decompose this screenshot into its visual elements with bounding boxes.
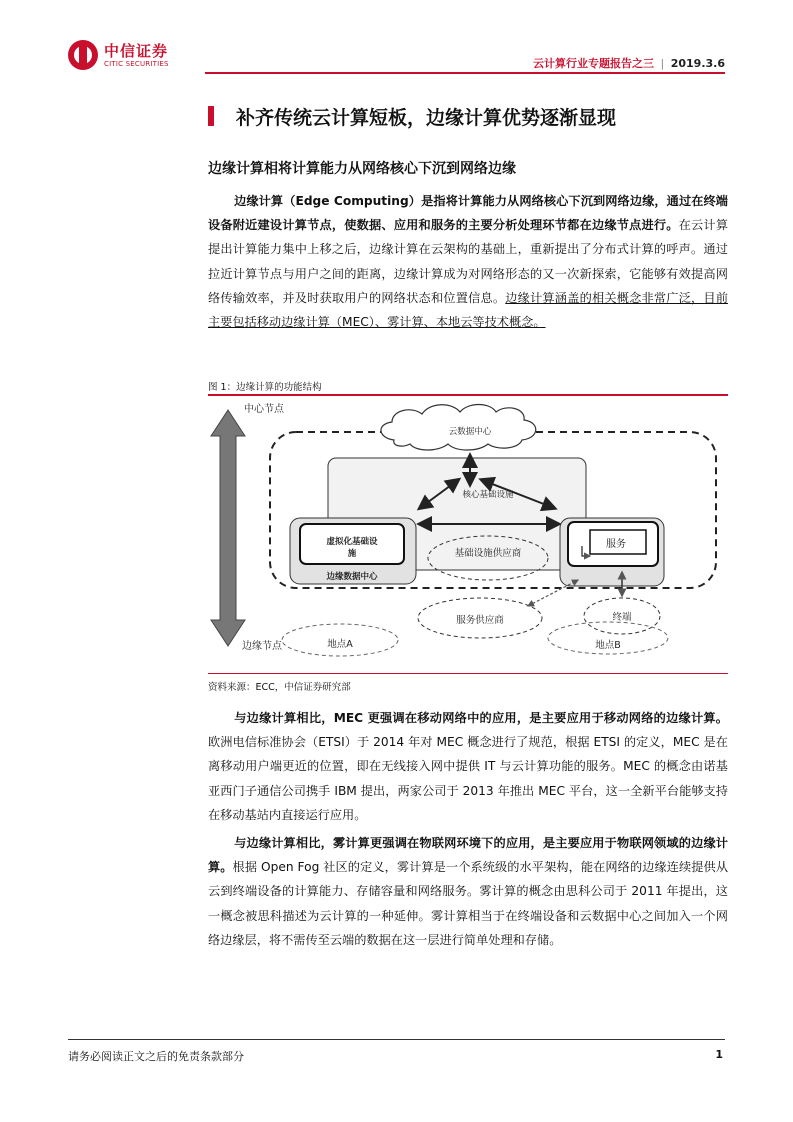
section-title: 补齐传统云计算短板，边缘计算优势逐渐显现 (236, 107, 617, 129)
edge-dc-label: 边缘数据中心 (326, 572, 378, 582)
report-date: 2019.3.6 (670, 57, 725, 70)
arrow-provider-to-service (528, 580, 578, 606)
paragraph-lead: 边缘计算（Edge Computing）是指将计算能力从网络核心下沉到网络边缘，通过在终端设备附近建设计算节点，使数据、应用和服务的主要分析处理环节都在边缘节点进行。 (208, 194, 728, 233)
report-header-info (533, 55, 725, 71)
footer-rule (68, 1039, 725, 1040)
logo-english-name: CITIC SECURITIES (104, 60, 169, 68)
figure-caption: 图 1：边缘计算的功能结构 (208, 382, 322, 393)
cloud-dc-label: 云数据中心 (448, 427, 492, 437)
site-b-label: 地点B (595, 640, 621, 651)
edge-node-label: 边缘节点 (242, 641, 282, 652)
figure-source: 资料来源：ECC，中信证券研究部 (208, 682, 351, 693)
footer-disclaimer: 请务必阅读正文之后的免责条款部分 (68, 1050, 244, 1063)
paragraph-fog-computing (208, 831, 728, 952)
citic-logo (68, 38, 178, 74)
paragraph-lead: 与边缘计算相比，MEC 更强调在移动网络中的应用，是主要应用于移动网络的边缘计算。 (234, 711, 728, 725)
service-provider-label: 服务供应商 (456, 615, 504, 626)
paragraph-body: 在云计算提出计算能力集中上移之后，边缘计算在云架构的基础上，重新提出了分布式计算的呼声。通过拉近计算节点与用户之间的距离，边缘计算成为对网络形态的又一次新探索，它能够有效提高网络传输效率，并及时获取用户的网络状态和位置信息。 (208, 218, 729, 305)
report-series: 云计算行业专题报告之三 (533, 57, 654, 70)
section-marker (208, 106, 214, 126)
site-a-label: 地点A (327, 639, 353, 650)
subsection-title: 边缘计算相将计算能力从网络核心下沉到网络边缘 (208, 161, 516, 177)
page-number: 1 (715, 1048, 723, 1061)
vertical-axis-arrow (211, 410, 245, 646)
paragraph-body: 欧洲电信标准协会（ETSI）于 2014 年对 MEC 概念进行了规范，根据 ETSI 的定义，MEC 是在离移动用户端更近的位置，即在无线接入网中提供 IT 与云计算功能的服务。MEC 的概念由诺基亚西门子通信公司携手 IBM 提出，两家公司于 2013 年推出 MEC 平台，这一全新平台能够支持在移动基站内直接运行应用。 (208, 735, 728, 822)
paragraph-lead: 与边缘计算相比，雾计算更强调在物联网环境下的应用，是主要应用于物联网领域的边缘计算。 (208, 836, 728, 875)
logo-chinese-name: 中信证券 (104, 42, 169, 60)
figure-bottom-rule (208, 673, 728, 674)
paragraph-body: 根据 Open Fog 社区的定义，雾计算是一个系统级的水平架构，能在网络的边缘连续提供从云到终端设备的计算能力、存储容量和网络服务。雾计算的概念由思科公司于 2011 年提出，这一概念被思科描述为云计算的一种延伸。雾计算相当于在终端设备和云数据中心之间加入一个网络边缘层，将不需传至云端的数据在这一层进行简单处理和存储。 (208, 860, 729, 947)
paragraph-mec (208, 706, 728, 827)
center-node-label: 中心节点 (244, 404, 284, 415)
header-rule (205, 72, 725, 74)
infra-provider-label: 基础设施供应商 (454, 548, 522, 559)
paragraph-underlined: 边缘计算涵盖的相关概念非常广泛，目前主要包括移动边缘计算（MEC）、雾计算、本地云等技术概念。 (208, 290, 729, 330)
citic-logo-icon (68, 40, 98, 70)
header-separator: | (660, 57, 665, 70)
edge-computing-diagram (206, 396, 730, 672)
terminal-label: 终端 (612, 612, 632, 623)
virt-infra-label-end: 施 (347, 549, 357, 559)
virt-infra-label: 虚拟化基础设 (326, 537, 378, 547)
paragraph-edge-computing (208, 189, 728, 334)
core-infra-label: 核心基础设施 (462, 490, 514, 500)
service-label: 服务 (606, 539, 626, 550)
